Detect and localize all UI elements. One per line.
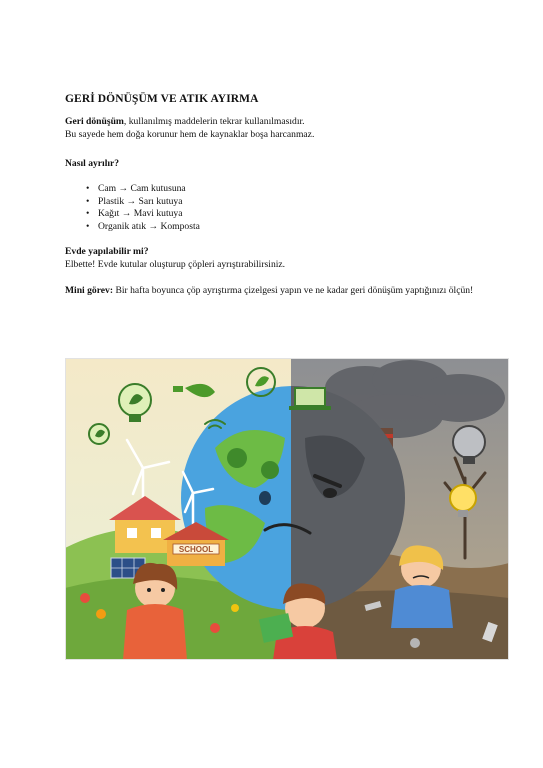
recycling-illustration: [65, 358, 509, 660]
home-text: Elbette! Evde kutular oluşturup çöpleri ayrıştırabilirsiniz.: [65, 258, 286, 270]
sorting-list: [88, 183, 200, 233]
intro-line-1: [65, 116, 505, 129]
list-item: • Cam → Cam kutusuna: [88, 183, 200, 196]
intro-term: Geri dönüşüm: [65, 116, 124, 127]
laptop-leaf-icon: [289, 388, 331, 410]
list-item: • Plastik → Sarı kutuya: [88, 196, 200, 209]
task-label: Mini görev:: [65, 285, 114, 296]
school-sign: SCHOOL: [178, 545, 214, 554]
how-heading: Nasıl ayrılır?: [65, 158, 120, 169]
intro-line-2: Bu sayede hem doğa korunur hem de kaynaklar boşa harcanmaz.: [65, 128, 315, 140]
lightbulb-leaf-icon: [89, 424, 109, 444]
home-heading: Evde yapılabilir mi?: [65, 246, 149, 257]
intro-section: [65, 116, 505, 141]
intro-definition: , kullanılmış maddelerin tekrar kullanılmasıdır.: [123, 116, 305, 127]
home-section: [65, 246, 505, 271]
task-text: Bir hafta boyunca çöp ayrıştırma çizelgesi yapın ve ne kadar geri dönüşüm yaptığınızı ölçün!: [113, 285, 474, 296]
list-item: • Organik atık → Komposta: [88, 221, 200, 234]
page-title: GERİ DÖNÜŞÜM VE ATIK AYIRMA: [65, 93, 259, 105]
task-section: [65, 285, 505, 298]
list-item: • Kağıt → Mavi kutuya: [88, 208, 200, 221]
how-heading-block: [65, 158, 505, 171]
